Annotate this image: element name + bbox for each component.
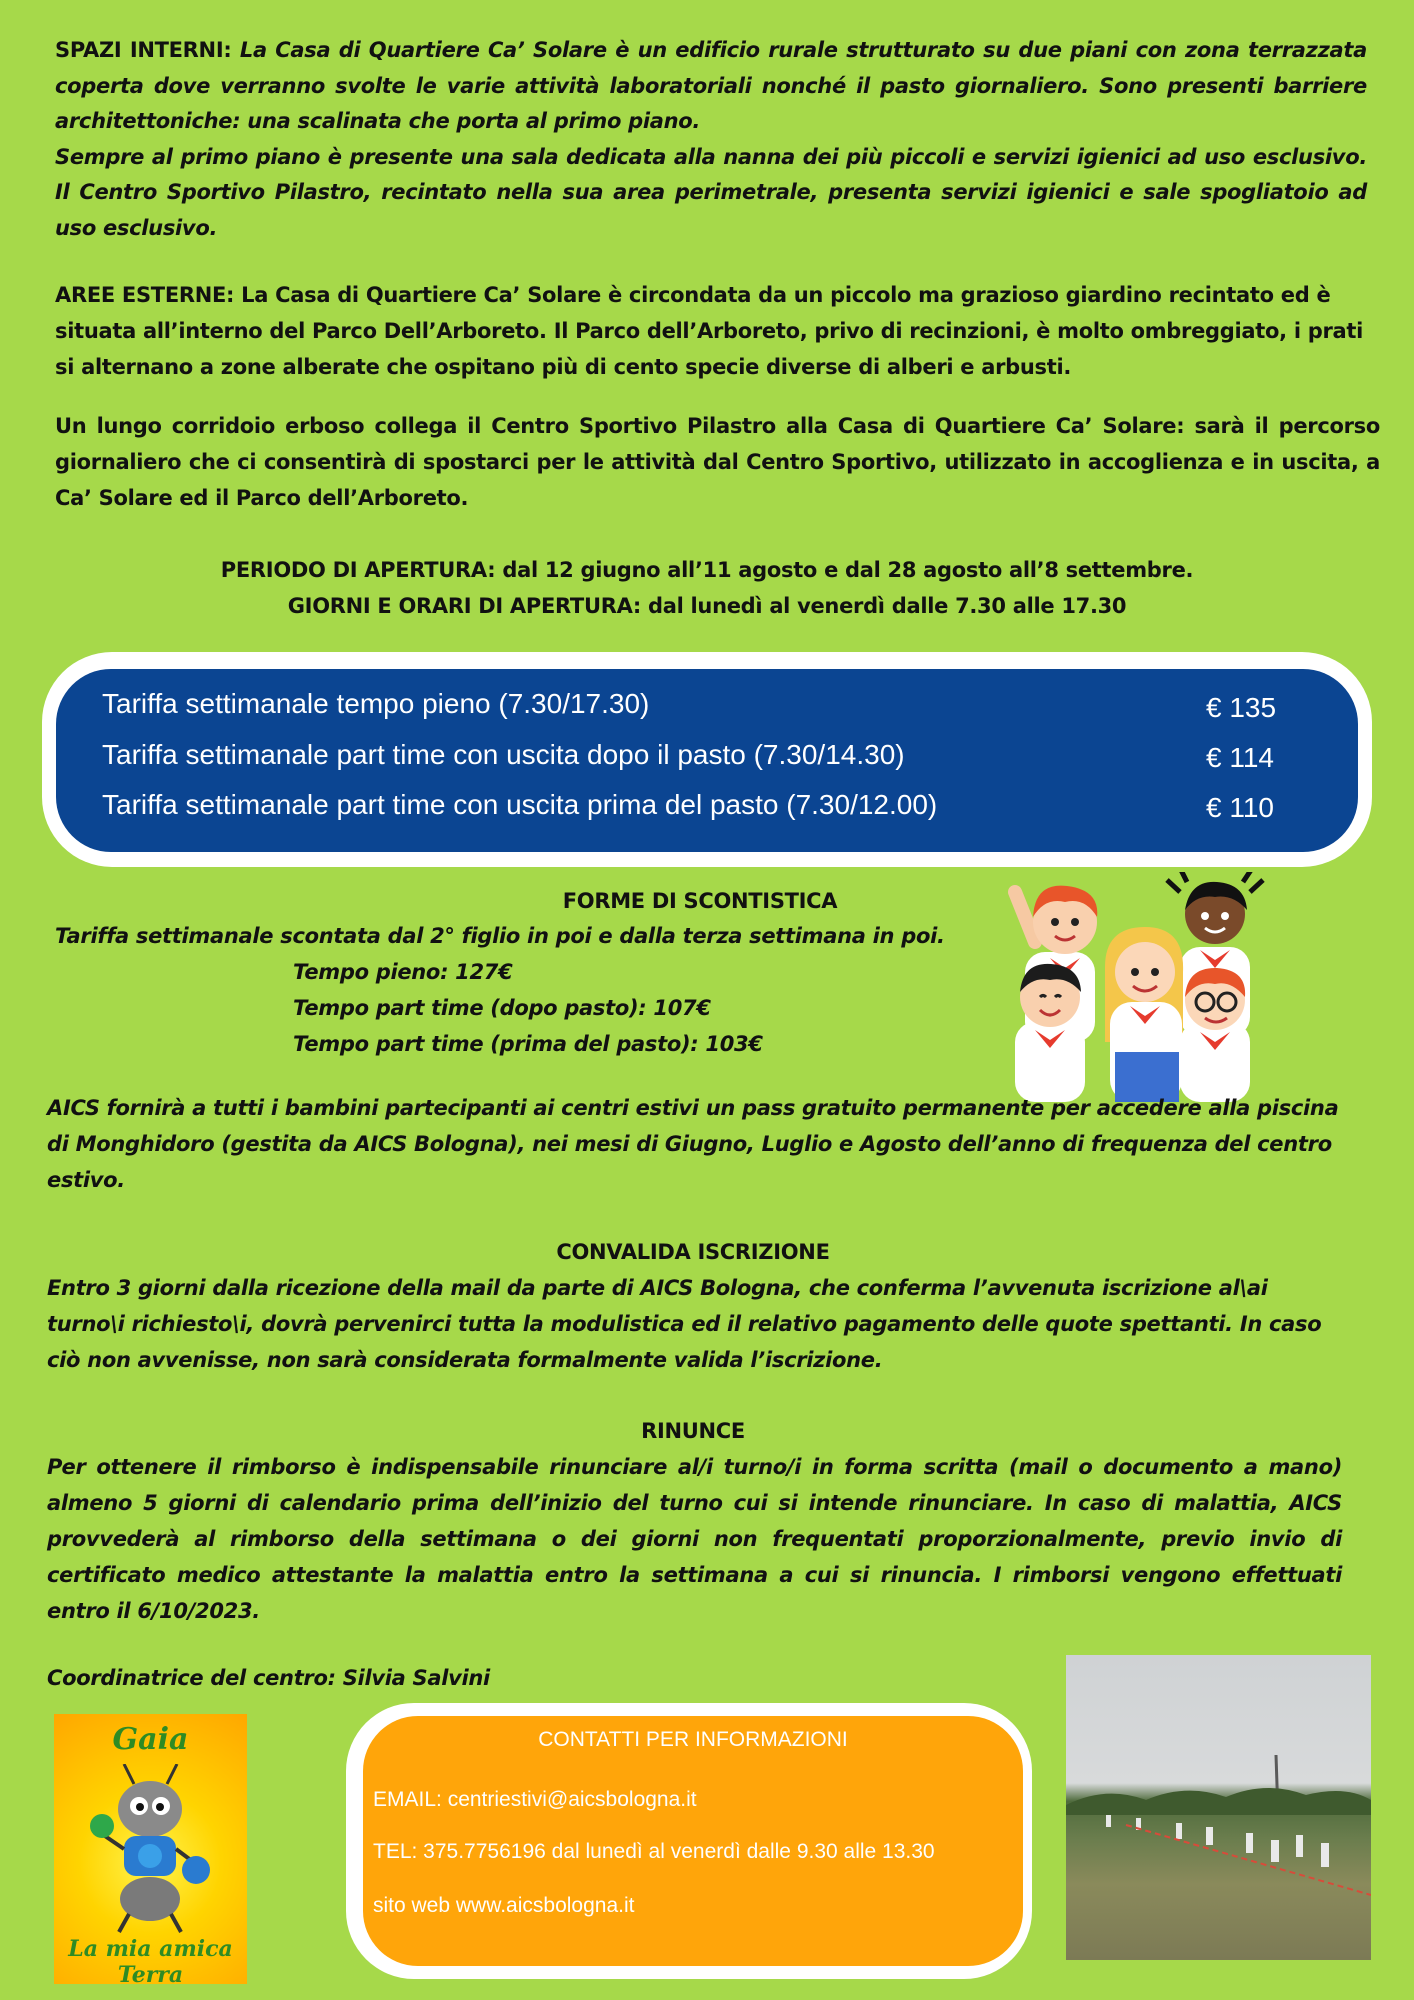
sconto-item-1: Tempo pieno: 127€ [293, 960, 513, 984]
contacts-title: CONTATTI PER INFORMAZIONI [538, 1728, 848, 1751]
rinunce-title: RINUNCE [641, 1419, 745, 1443]
kid-glasses [1180, 968, 1250, 1102]
tariff-price-1: € 135 [1206, 692, 1277, 723]
gaia-logo [54, 1714, 247, 1988]
coordinatrice: Coordinatrice del centro: Silvia Salvini [47, 1666, 490, 1690]
field-photo-scene [1066, 1655, 1371, 1960]
sconto-item-2: Tempo part time (dopo pasto): 107€ [293, 996, 711, 1020]
tariff-price-2: € 114 [1206, 742, 1274, 773]
field-photo [1066, 1655, 1371, 1960]
ant-icon [84, 1764, 217, 1934]
rinunce-text: Per ottenere il rimborso è indispensabile rinunciare al/i turno/i in forma scritta (mail o documento a mano) almeno 5 giorni di calendario prima dell’inizio del turno cui si intende rinunciare. In caso di malattia, AICS provvederà al rimborso della settimana o dei giorni non frequentati proporzionalmente, previo invio di certificato medico attestante la malattia entro la settimana a cui si rinuncia. I rimborsi vengono effettuati entro il 6/10/2023. [47, 1455, 1342, 1623]
aree-esterne-paragraph [55, 277, 1367, 385]
corridoio-paragraph: Un lungo corridoio erboso collega il Centro Sportivo Pilastro alla Casa di Quartiere Ca’ Solare: sarà il percorso giornaliero che ci consentirà di spostarci per le attività dal Centro Sportivo, utilizzato in accoglienza e in uscita, a Ca’ Solare ed il Parco dell’Arboreto. [55, 414, 1380, 510]
tariff-label-2: Tariffa settimanale part time con uscita dopo il pasto (7.30/14.30) [102, 739, 905, 770]
contacts-web[interactable]: sito web www.aicsbologna.it [373, 1894, 635, 1917]
convalida-title: CONVALIDA ISCRIZIONE [556, 1240, 830, 1264]
spazi-interni-paragraph [55, 33, 1367, 246]
convalida-text: Entro 3 giorni dalla ricezione della mail da parte di AICS Bologna, che conferma l’avvenuta iscrizione al\ai turno\i richiesto\i, dovrà pervenirci tutta la modulistica ed il relativo pagamento delle quote spettanti. In caso ciò non avvenisse, non sarà considerata formalmente valida l’iscrizione. [47, 1276, 1322, 1372]
logo-top-text: Gaia [112, 1722, 189, 1757]
aree-esterne-text: La Casa di Quartiere Ca’ Solare è circondata da un piccolo ma grazioso giardino recintato ed è situata all’interno del Parco Dell’Arboreto. Il Parco dell’Arboreto, privo di recinzioni, è molto ombreggiato, i prati si alternano a zone alberate che ospitano più di cento specie diverse di alberi e arbusti. [55, 283, 1364, 379]
aics-pass-paragraph: AICS fornirà a tutti i bambini partecipanti ai centri estivi un pass gratuito permanente per accedere alla piscina di Monghidoro (gestita da AICS Bologna), nei mesi di Giugno, Luglio e Agosto dell’anno di frequenza del centro estivo. [47, 1096, 1339, 1192]
spazi-interni-label: SPAZI INTERNI: [55, 38, 232, 62]
logo-bottom-text: La mia amica Terra [68, 1936, 233, 1988]
spazi-interni-text2: Sempre al primo piano è presente una sala dedicata alla nanna dei più piccoli e servizi igienici ad uso esclusivo. Il Centro Sportivo Pilastro, recintato nella sua area perimetrale, presenta servizi igienici e sale spogliatoio ad uso esclusivo. [55, 144, 1367, 240]
sconto-item-3: Tempo part time (prima del pasto): 103€ [293, 1032, 763, 1056]
periodo-apertura: PERIODO DI APERTURA: dal 12 giugno all’11 agosto e dal 28 agosto all’8 settembre. [220, 558, 1194, 582]
kid-blonde [1105, 927, 1183, 1102]
tariff-label-3: Tariffa settimanale part time con uscita prima del pasto (7.30/12.00) [102, 789, 938, 820]
apertura-block [0, 552, 1414, 624]
kid-boy [1015, 964, 1085, 1102]
tariff-price-3: € 110 [1206, 792, 1274, 823]
spazi-interni-text: La Casa di Quartiere Ca’ Solare è un edificio rurale strutturato su due piani con zona terrazzata coperta dove verranno svolte le varie attività laboratoriali nonché il pasto giornaliero. Sono presenti barriere architettoniche: una scalinata che porta al primo piano. [55, 38, 1367, 133]
sconti-intro: Tariffa settimanale scontata dal 2° figlio in poi e dalla terza settimana in poi. [55, 924, 945, 948]
children-illustration [1005, 872, 1275, 1102]
contacts-tel[interactable]: TEL: 375.7756196 dal lunedì al venerdì dalle 9.30 alle 13.30 [373, 1840, 935, 1863]
sconti-title: FORME DI SCONTISTICA [562, 889, 838, 913]
contacts-email[interactable]: EMAIL: centriestivi@aicsbologna.it [373, 1788, 697, 1811]
orari-apertura: GIORNI E ORARI DI APERTURA: dal lunedì al venerdì dalle 7.30 alle 17.30 [287, 594, 1127, 618]
aree-esterne-label: AREE ESTERNE: [55, 283, 235, 307]
tariff-label-1: Tariffa settimanale tempo pieno (7.30/17.30) [102, 688, 650, 719]
